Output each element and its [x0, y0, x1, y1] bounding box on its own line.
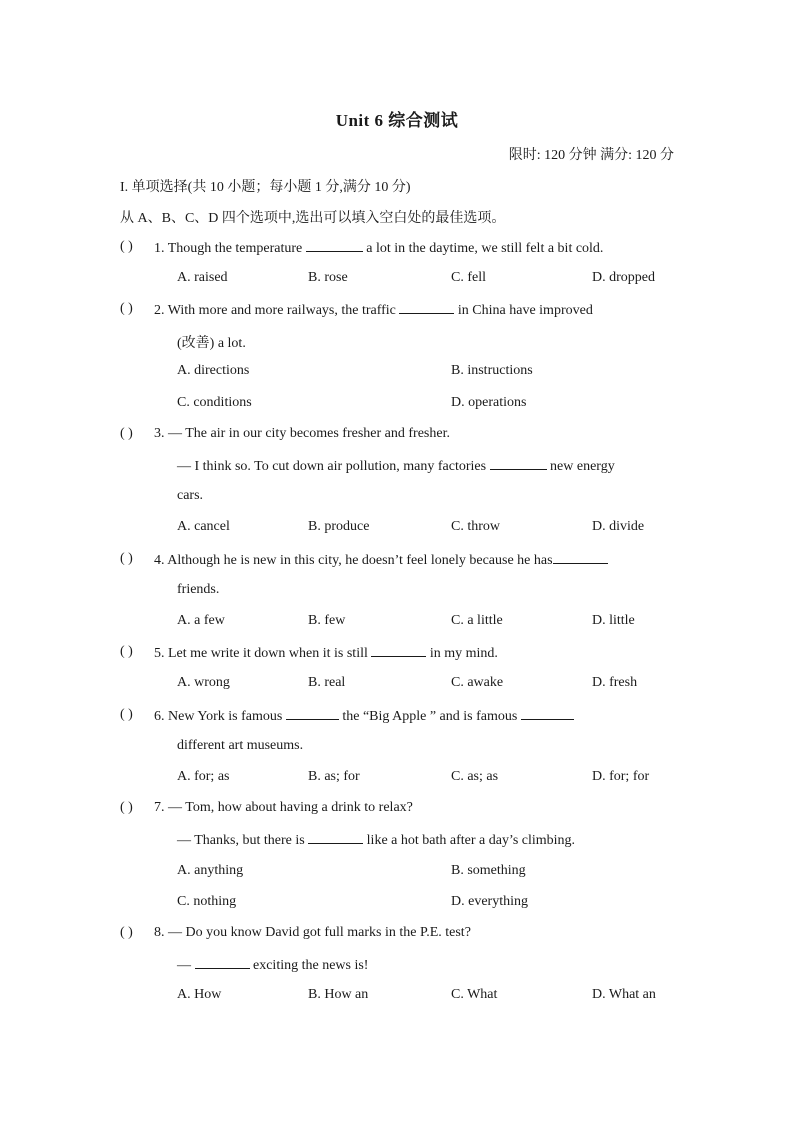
answer-bracket[interactable]: ( )	[120, 551, 133, 566]
option-d: D. for; for	[592, 769, 650, 784]
question-text: 8. — Do you know David got full marks in the P.E. test?	[154, 925, 471, 940]
option-a: A. anything	[177, 863, 244, 878]
answer-blank	[521, 707, 574, 720]
option-b: B. produce	[308, 519, 370, 534]
answer-bracket[interactable]: ( )	[120, 301, 133, 316]
question-text: 5. Let me write it down when it is still in my mind.	[154, 646, 498, 661]
option-b: B. real	[308, 675, 346, 690]
option-c: C. nothing	[177, 894, 237, 909]
option-d: D. dropped	[592, 270, 655, 285]
question-number: 2.	[154, 303, 165, 318]
option-d: D. everything	[451, 894, 528, 909]
option-c: C. awake	[451, 675, 504, 690]
section-instruction: 从 A、B、C、D 四个选项中,选出可以填入空白处的最佳选项。	[120, 211, 506, 226]
option-a: A. How	[177, 987, 222, 1002]
option-c: C. a little	[451, 613, 503, 628]
question-text-continued: (改善) a lot.	[177, 336, 246, 351]
page-title: Unit 6 综合测试	[335, 111, 459, 130]
option-b: B. rose	[308, 270, 348, 285]
option-a: A. raised	[177, 270, 228, 285]
answer-bracket[interactable]: ( )	[120, 239, 133, 254]
option-a: A. cancel	[177, 519, 230, 534]
question-text: 1. Though the temperature a lot in the daytime, we still felt a bit cold.	[154, 241, 604, 256]
question-text-continued: friends.	[177, 582, 220, 597]
question-text-continued: different art museums.	[177, 738, 304, 753]
option-b: B. How an	[308, 987, 369, 1002]
answer-blank	[286, 707, 339, 720]
question-number: 8.	[154, 925, 165, 940]
option-b: B. something	[451, 863, 526, 878]
option-d: D. operations	[451, 395, 527, 410]
option-d: D. divide	[592, 519, 645, 534]
question-number: 6.	[154, 709, 165, 724]
question-text-continued: cars.	[177, 488, 204, 503]
question-text: 6. New York is famous the “Big Apple ” and is famous	[154, 707, 574, 725]
option-b: B. few	[308, 613, 346, 628]
question-text: 4. Although he is new in this city, he doesn’t feel lonely because he has	[154, 551, 608, 569]
option-d: D. little	[592, 613, 635, 628]
option-c: C. conditions	[177, 395, 252, 410]
question-number: 3.	[154, 426, 165, 441]
option-a: A. directions	[177, 363, 250, 378]
question-text-continued: — Thanks, but there is like a hot bath after a day’s climbing.	[177, 833, 576, 848]
option-b: B. instructions	[451, 363, 533, 378]
time-limit: 限时: 120 分钟 满分: 120 分	[508, 148, 674, 163]
question-text: 3. — The air in our city becomes fresher and fresher.	[154, 426, 450, 441]
answer-blank	[195, 956, 250, 969]
option-a: A. for; as	[177, 769, 230, 784]
option-a: A. a few	[177, 613, 225, 628]
answer-blank	[371, 644, 426, 657]
answer-bracket[interactable]: ( )	[120, 707, 133, 722]
answer-bracket[interactable]: ( )	[120, 925, 133, 940]
question-number: 5.	[154, 646, 165, 661]
answer-blank	[308, 831, 363, 844]
question-number: 7.	[154, 800, 165, 815]
option-c: C. throw	[451, 519, 500, 534]
answer-blank	[490, 457, 547, 470]
answer-bracket[interactable]: ( )	[120, 426, 133, 441]
question-text-continued: — I think so. To cut down air pollution, many factories new energy	[177, 459, 615, 474]
answer-blank	[399, 301, 454, 314]
option-c: C. as; as	[451, 769, 499, 784]
option-a: A. wrong	[177, 675, 230, 690]
question-number: 4.	[154, 553, 165, 568]
answer-bracket[interactable]: ( )	[120, 644, 133, 659]
question-text: 2. With more and more railways, the traffic in China have improved	[154, 303, 593, 318]
option-d: D. fresh	[592, 675, 638, 690]
option-d: D. What an	[592, 987, 656, 1002]
question-text-continued: — exciting the news is!	[177, 958, 369, 973]
answer-blank	[553, 551, 608, 564]
option-c: C. fell	[451, 270, 486, 285]
question-text: 7. — Tom, how about having a drink to relax?	[154, 800, 413, 815]
answer-blank	[306, 239, 363, 252]
question-number: 1.	[154, 241, 165, 256]
answer-bracket[interactable]: ( )	[120, 800, 133, 815]
section-heading: I. 单项选择(共 10 小题；每小题 1 分,满分 10 分)	[120, 180, 411, 195]
option-b: B. as; for	[308, 769, 360, 784]
option-c: C. What	[451, 987, 498, 1002]
